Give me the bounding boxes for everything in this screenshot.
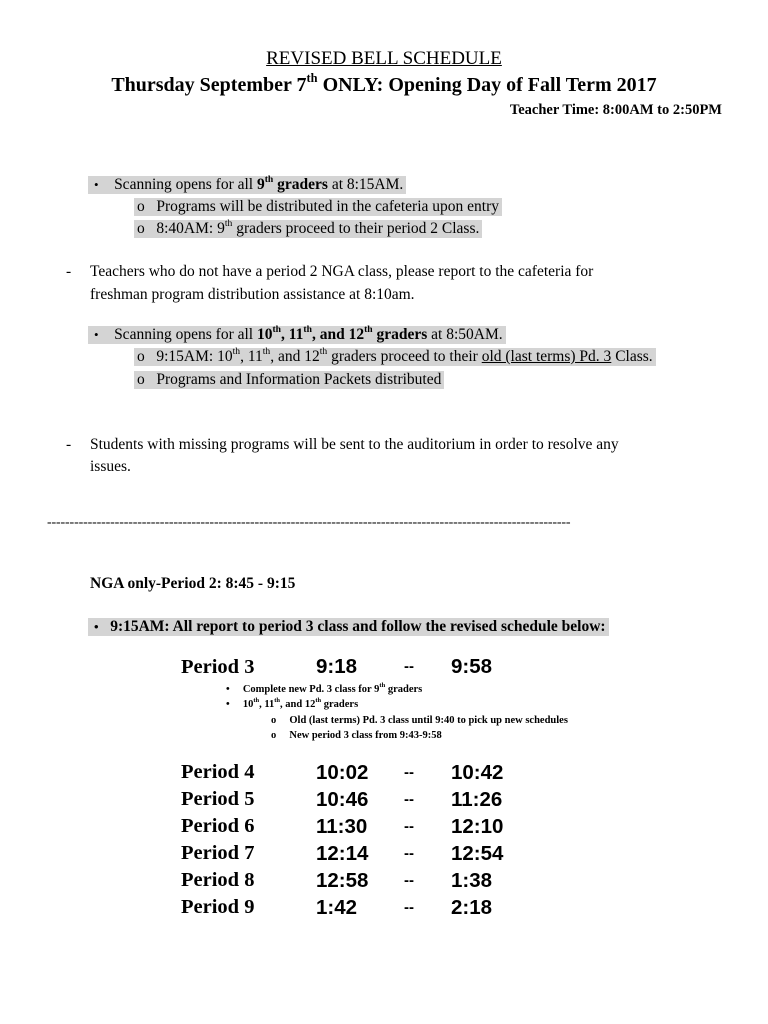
period-label: Period 6 <box>181 815 255 837</box>
bullet-icon: • <box>226 684 230 695</box>
divider-line: -------------------------------------------------------------------------------------------------------------------- <box>47 515 571 530</box>
period-dash: -- <box>404 791 414 808</box>
period-label: Period 5 <box>181 788 255 810</box>
period-dash: -- <box>404 818 414 835</box>
sub-bullet-icon: o <box>137 220 145 237</box>
bullet-9th-graders: • Scanning opens for all 9th graders at 8:15AM. <box>88 176 406 194</box>
period-dash: -- <box>404 899 414 916</box>
period-start: 12:58 <box>316 869 369 892</box>
teachers-note-line1: Teachers who do not have a period 2 NGA class, please report to the cafeteria for <box>90 263 594 280</box>
period-end: 12:10 <box>451 815 504 838</box>
period-dash: -- <box>404 845 414 862</box>
period3-sub-a: o Old (last terms) Pd. 3 class until 9:40 to pick up new schedules <box>271 715 568 726</box>
bullet-upper-graders: • Scanning opens for all 10th, 11th, and 12th graders at 8:50AM. <box>88 326 506 344</box>
sub-bullet-icon: o <box>271 715 277 726</box>
bullet-icon: • <box>94 177 99 192</box>
period-label: Period 9 <box>181 896 255 918</box>
teachers-note-line2: freshman program distribution assistance at 8:10am. <box>90 286 415 303</box>
teacher-time: Teacher Time: 8:00AM to 2:50PM <box>509 102 722 118</box>
period-label: Period 7 <box>181 842 255 864</box>
period-end: 2:18 <box>451 896 493 919</box>
sub-bullet-icon: o <box>271 730 277 741</box>
period-label: Period 4 <box>181 761 255 783</box>
period-start: 1:42 <box>316 896 358 919</box>
period-end: 10:42 <box>451 761 504 784</box>
period3-end: 9:58 <box>451 655 493 678</box>
period-end: 12:54 <box>451 842 504 865</box>
sub-bullet-icon: o <box>137 371 145 388</box>
page-title: REVISED BELL SCHEDULE <box>266 48 502 69</box>
sub-bullet-840: o 8:40AM: 9th graders proceed to their period 2 Class. <box>134 220 482 238</box>
period3-note1: • Complete new Pd. 3 class for 9th graders <box>226 681 423 695</box>
students-note-line2: issues. <box>90 458 131 475</box>
bullet-icon: • <box>94 327 99 342</box>
period3-label: Period 3 <box>181 656 255 678</box>
period-start: 12:14 <box>316 842 369 865</box>
page-subtitle: Thursday September 7th ONLY: Opening Day of Fall Term 2017 <box>111 71 657 96</box>
sub-bullet-915: o 9:15AM: 10th, 11th, and 12th graders proceed to their old (last terms) Pd. 3 Class. <box>134 348 656 366</box>
period3-start: 9:18 <box>316 655 358 678</box>
dash-bullet-icon: - <box>66 263 72 280</box>
period3-sub-b: o New period 3 class from 9:43-9:58 <box>271 730 442 741</box>
bullet-icon: • <box>226 699 230 710</box>
period-end: 11:26 <box>451 788 503 811</box>
bullet-icon: • <box>94 619 99 634</box>
bullet-report-period3: • 9:15AM: All report to period 3 class and follow the revised schedule below: <box>88 618 609 636</box>
period-start: 11:30 <box>316 815 368 838</box>
period-label: Period 8 <box>181 869 255 891</box>
period-dash: -- <box>404 764 414 781</box>
sub-bullet-icon: o <box>137 198 145 215</box>
period-end: 1:38 <box>451 869 493 892</box>
period3-dash: -- <box>404 658 414 675</box>
period3-note2: • 10th, 11th, and 12th graders <box>226 696 359 710</box>
nga-period2: NGA only-Period 2: 8:45 - 9:15 <box>90 575 296 592</box>
dash-bullet-icon: - <box>66 436 72 453</box>
period-dash: -- <box>404 872 414 889</box>
period-start: 10:02 <box>316 761 369 784</box>
sub-bullet-programs-cafeteria: o Programs will be distributed in the cafeteria upon entry <box>134 198 502 216</box>
sub-bullet-packets: o Programs and Information Packets distributed <box>134 371 444 389</box>
students-note-line1: Students with missing programs will be sent to the auditorium in order to resolve any <box>90 436 619 453</box>
sub-bullet-icon: o <box>137 348 145 365</box>
period-start: 10:46 <box>316 788 369 811</box>
